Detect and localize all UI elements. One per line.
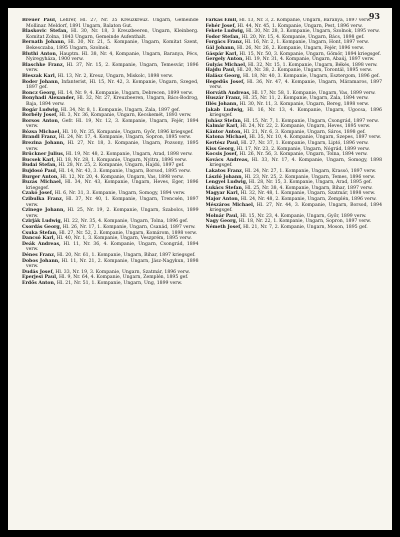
entry-text: Hl. 21, Nr. 7, 2. Kompanie, Ungarn, Moson, 1895 gef.	[243, 224, 368, 230]
list-item	[206, 225, 383, 231]
entry-text: Hl. 34, Nr. 43, Kompanie, Ungarn, Heves, Eger, 1896 kriegsgef.	[26, 180, 199, 191]
entry-name: Huszár Franz,	[205, 96, 242, 102]
entry-name: Erdős Anton,	[22, 280, 56, 286]
entry-text: Hl. 36, Nr. 47, 4. Kompanie, Ungarn, Máramaros, 1897 verw.	[209, 79, 382, 91]
entry-text: Hl. 30, Nr. 18, 3 Kreuzbeeren, Ungarn, Kleinberg. Komitat Zolna, 1843 Ungarn, Gemeinde Aufenthalt.	[26, 29, 199, 40]
entry-text: Hl. 20, Nr. 61, 1. Kompanie, Ungarn, Bihar, 1897 kriegsgef.	[56, 252, 196, 258]
entry-name: Bogár Ludwig,	[22, 107, 60, 113]
entry-text: Gefr. Hl. 19, Nr. 12, 3. Kompanie, Ungarn, Fejér, 1894 verw.	[26, 118, 199, 130]
entry-name: Gáspár Karl,	[205, 51, 238, 57]
entry-name: Bluthi Anton,	[22, 51, 58, 57]
entry-text: Hl. 17, Nr. 23, 2. Kompanie, Ungarn, Nógrád, 1899 verw.	[236, 146, 370, 152]
entry-name: Borbély Josef,	[22, 113, 58, 119]
entry-text: Hl. 32, Nr. 48, 1. Kompanie, Ungarn, Szatmár, 1898 verw.	[240, 191, 376, 197]
entry-text: Hl. 10, Nr. 35, Kompanie, Ungarn, Győr, 1896 kriegsgef.	[62, 129, 194, 135]
entry-name: Farkas Emil,	[205, 18, 238, 23]
entry-name: Budai Stefan,	[22, 163, 58, 169]
entry-text: Hl. 28, Nr. 15, 3. Kompanie, Ungarn, Arad, 1895 gef.	[248, 180, 372, 186]
entry-text: Hl. 40, Nr. 1, 3. Kompanie, Ungarn, Veszprém, 1895 verw.	[56, 236, 192, 242]
list-item	[22, 180, 199, 191]
entry-name: Molnár Paul,	[205, 213, 239, 219]
entry-name: Hajdu Paul,	[205, 68, 236, 74]
entry-text: Hl. 26, Nr. 26, 2. Kompanie, Ungarn, Fejér, 1896 verw.	[237, 45, 365, 51]
entry-text: Hl. 25, Nr. 19, 2. Kompanie, Ungarn, Szabolcs, 1899 verw.	[26, 208, 199, 219]
entry-name: Hegedűs Josef,	[205, 79, 245, 85]
list-item	[206, 108, 383, 119]
entry-name: Borsos Anton,	[22, 118, 60, 124]
entry-name: Dénes Franz,	[22, 252, 56, 258]
entry-text: Hl. 11, Nr. 36, 4. Kompanie, Ungarn, Csongrád, 1894 verw.	[26, 241, 199, 253]
entry-name: Jakab Ludwig,	[205, 107, 244, 113]
entry-text: Hl. 15, Nr. 23, 4. Kompanie, Ungarn, Győr, 1899 verw.	[240, 213, 367, 219]
entry-name: Dancsó Karl,	[22, 236, 56, 242]
list-item	[22, 29, 199, 40]
list-item	[22, 52, 199, 63]
list-item	[206, 80, 383, 91]
entry-text: Hl. 30, Nr. 11, 3. Kompanie, Ungarn, Bereg, 1898 verw.	[239, 101, 370, 107]
entry-name: Csordás Georg,	[22, 224, 62, 230]
entry-text: Hl. 24, Nr. 27, 1. Kompanie, Ungarn, Krassó, 1897 verw.	[244, 169, 377, 175]
entry-text: Hl. 13, Nr. 3, 2. Kompanie, Ungarn, Baranya, 1897 verw.	[239, 18, 372, 23]
entry-name: Illés Johann,	[205, 101, 239, 107]
entry-text: Hl. 30, Nr. 21, 5. Kompanie, Ungarn, Komitat Szent, Bekesczaba, 1895 Ungarn, Szolnok.	[26, 40, 199, 51]
entry-name: Kertész Paul,	[205, 141, 240, 147]
entry-name: László Johann,	[205, 174, 244, 180]
entry-text: Hl. 16, Nr. 13, 4. Kompanie, Ungarn, Ugocsa, 1896 kriegsgef.	[209, 107, 382, 119]
entry-text: Hl. 27, Nr. 18, 3. Kompanie, Ungarn, Pozsony, 1895 verw.	[26, 141, 199, 152]
entry-name: Dobos Johann,	[22, 258, 60, 264]
entry-name: Fekete Ludwig,	[205, 29, 245, 35]
entry-text: Hl. 24, Nr. 22, 2. Kompanie, Ungarn, Heves, 1895 verw.	[240, 124, 371, 130]
entry-text: Hl. 32, Nr. 15, 1. Kompanie, Ungarn, Békés, 1898 verw.	[248, 62, 378, 68]
entry-name: Kalmár Karl,	[205, 124, 239, 130]
entry-text: Hl. 24, Nr. 48, 2. Kompanie, Ungarn, Zemplén, 1896 verw.	[240, 197, 377, 202]
entry-name: Nagy Georg,	[205, 219, 238, 225]
entry-text: Hl. 35, Nr. 11, 2. Kompanie, Ungarn, Zala, 1894 verw.	[242, 96, 369, 102]
entry-name: Deák Andreas,	[22, 241, 61, 247]
list-item	[22, 119, 199, 130]
entry-text: Hl. 37, Nr. 40, 1. Kompanie, Ungarn, Trencsén, 1897 verw.	[26, 197, 199, 208]
entry-text: Infanterist, Hl. 15, Nr. 42, 3. Kompanie, Ungarn, Szeged, 1897 gef.	[26, 79, 199, 91]
list-item	[22, 141, 199, 152]
entry-text: Hl. 11, Nr. 21, 2. Kompanie, Ungarn, Jász-Nagykun, 1898 verw.	[26, 258, 199, 270]
entry-text: Hl. 44, Nr. 45, 1. Kompanie, Ungarn, Pest, 1896 verw.	[237, 23, 363, 29]
entry-text: Hl. 19, Nr. 31, 4. Kompanie, Ungarn, Abaúj, 1897 verw.	[245, 57, 375, 63]
entry-name: Bonyhadi Alexander,	[22, 96, 76, 102]
entry-name: Boncz Georg,	[22, 90, 57, 96]
entry-text: Hl. 9, Nr. 64, 4. Kompanie, Ungarn, Zemplén, 1895 gef.	[59, 275, 189, 281]
entry-text: Hl. 20, Nr. 15, 4. Kompanie, Ungarn, Bács, 1898 gef.	[241, 34, 365, 40]
entry-name: Mészáros Michael,	[205, 202, 255, 208]
entry-text: Hl. 16, Nr. 2, 1. Kompanie, Ungarn, Hont, 1897 verw.	[244, 40, 370, 46]
entry-text: Hl. 35, Nr. 10, 4. Kompanie, Ungarn, Szepes, 1897 verw.	[249, 135, 382, 141]
entry-name: Lengyel Ludwig,	[205, 180, 248, 186]
entry-text: Hl. 24, Nr. 17, 4. Kompanie, Ungarn, Sopron, 1895 verw.	[58, 135, 192, 141]
entry-text: Hl. 27, Nr. 37, 1. Kompanie, Ungarn, Liptó, 1896 verw.	[241, 141, 369, 147]
entry-name: Bucsek Karl,	[22, 157, 56, 163]
entry-text: Hl. 22, Nr. 35, 4. Kompanie, Ungarn, Tolna, 1896 gef.	[63, 219, 189, 225]
entry-text: Lehrer, Hl. 27, Nr. 35 Kreuzkreuz. Ungarn, Gemeinde Mollinar. Meldorf, 1891 Ungarn, Balaton Gut.	[26, 18, 199, 29]
page-number: 93	[368, 11, 380, 21]
entry-name: Kovács Andreas,	[205, 157, 250, 163]
list-item	[22, 281, 199, 287]
entry-text: Hl. 28, Nr. 25, 2. Kompanie, Ungarn, Hajdú, 1897 gef.	[58, 163, 185, 169]
entry-name: Kántor Anton,	[205, 129, 243, 135]
list-item	[22, 40, 199, 51]
list-item	[22, 80, 199, 91]
entry-text: Hl. 14, Nr. 9, 4. Kompanie, Ungarn, Debrecen, 1899 verw.	[57, 90, 194, 96]
entry-name: Czirják Ludwig,	[22, 219, 63, 225]
entry-text: Hl. 17, Nr. 58, 1. Kompanie, Ungarn, Vas, 1899 verw.	[252, 90, 376, 96]
entry-text: Hl. 26, Nr. 17, 1. Kompanie, Ungarn, Csanád, 1897 verw.	[62, 224, 196, 230]
entry-name: Czinege Johann,	[22, 208, 65, 214]
entry-name: Bózsa Michael,	[22, 129, 61, 135]
entry-text: Hl. 27, Nr. 44, 3. Kompanie, Ungarn, Borsod, 1894 kriegsgef.	[209, 202, 382, 214]
entry-text: Hl. 20, Nr. 38, 2. Kompanie, Ungarn, Torontál, 1895 verw.	[237, 68, 373, 74]
entry-text: Hl. 33, Nr. 17, 4. Kompanie, Ungarn, Somogy, 1898 kriegsgef.	[209, 157, 382, 169]
entry-name: Boder Johann,	[22, 79, 60, 85]
entry-text: Hl. 34, Nr. 8, 1. Kompanie, Ungarn, Zala, 1897 gef.	[60, 107, 181, 113]
entry-name: Blaskovic Stefan,	[22, 29, 69, 35]
entry-name: Brezina Johann,	[22, 141, 65, 147]
entry-name: Czakó Josef,	[22, 191, 54, 197]
entry-text: Hauptm. Hl. 38, Nr. 4, Kompanie, Ungarn, Baranya, Pécs, Nyiregyháza, 1900 verw.	[26, 51, 199, 63]
entry-text: Hl. 26, Nr. 56, 3. Kompanie, Ungarn, Tolna, 1894 verw.	[239, 152, 368, 158]
entry-name: Fodor Stefan,	[205, 34, 241, 40]
entry-text: Hl. 15, Nr. 50, 3. Kompanie, Ungarn, Gömör, 1894 kriegsgef.	[239, 51, 382, 57]
entry-name: Horváth Andreas,	[205, 90, 251, 96]
entry-text: Hl. 18, Nr. 22, 1. Kompanie, Ungarn, Sopron, 1897 verw.	[238, 219, 372, 225]
entry-text: Hl. 32, Nr. 27, Kreuzbeeren, Ungarn, Bács-Bodrog, Baja, 1894 verw.	[26, 96, 199, 107]
entry-name: Dudás Josef,	[22, 269, 54, 275]
entry-name: Magyar Karl,	[205, 191, 240, 197]
entry-text: Hl. 37, Nr. 15, 2. Kompanie, Ungarn, Temesvár, 1896 verw.	[26, 62, 199, 74]
entry-name: Halász Georg,	[205, 73, 242, 79]
list-item	[22, 259, 199, 270]
list-item	[22, 208, 199, 219]
entry-text: Hl. 12, Nr. 20, 4. Kompanie, Ungarn, Vas, 1898 verw.	[60, 174, 184, 180]
text-columns	[22, 18, 382, 526]
entry-text: Hl. 18, Nr. 28, 1. Kompanie, Ungarn, Nyitra, 1896 verw.	[56, 157, 187, 163]
list-item	[22, 96, 199, 107]
list-item	[206, 158, 383, 169]
entry-text: Hl. 14, Nr. 43, 3. Kompanie, Ungarn, Borsod, 1895 verw.	[58, 169, 191, 175]
entry-name: Breuer Paul,	[22, 18, 57, 23]
entry-name: Németh Josef,	[205, 224, 242, 230]
list-item	[22, 63, 199, 74]
entry-text: Hl. 33, Nr. 19, 3. Kompanie, Ungarn, Szatmár, 1896 verw.	[55, 269, 190, 275]
entry-name: Brandl Franz,	[22, 135, 58, 141]
entry-name: Major Anton,	[205, 197, 240, 202]
entry-text: Hl. 6, Nr. 31, 3. Kompanie, Ungarn, Somogy, 1894 verw.	[54, 191, 186, 197]
entry-text: Hl. 3, Nr. 36, Kompanie, Ungarn, Kecskemét, 1893 verw.	[59, 113, 192, 119]
entry-name: Fehér Josef,	[205, 23, 236, 29]
entry-name: Lakatos Franz,	[205, 169, 244, 175]
entry-text: Hl. 25, Nr. 38, 4. Kompanie, Ungarn, Bihar, 1897 verw.	[244, 185, 373, 191]
entry-text: Hl. 13, Nr. 2, Kreuz, Ungarn, Miskolc, 1898 verw.	[57, 73, 174, 79]
entry-name: Bleszak Karl,	[22, 73, 57, 79]
document-page	[8, 8, 392, 530]
entry-name: Bernath Johann,	[22, 40, 66, 46]
entry-text: Hl. 21, Nr. 51, 1. Kompanie, Ungarn, Ung, 1899 verw.	[56, 280, 183, 286]
entry-name: Lukács Stefan,	[205, 185, 244, 191]
right-column	[206, 18, 383, 526]
entry-text: Hl. 21, Nr. 6, 3. Kompanie, Ungarn, Sáros, 1898 gef.	[243, 129, 366, 135]
entry-text: Hl. 15, Nr. 7, 1. Kompanie, Ungarn, Csongrád, 1897 verw.	[243, 118, 379, 124]
entry-text: Hl. 18, Nr. 40, 3. Kompanie, Ungarn, Esztergom, 1896 gef.	[242, 73, 380, 79]
entry-name: Czibulka Franz,	[22, 197, 64, 202]
entry-text: Hl. 30, Nr. 28, 3. Kompanie, Ungarn, Szolnok, 1895 verw.	[245, 29, 380, 35]
list-item	[206, 203, 383, 214]
entry-name: Kiss Georg,	[205, 146, 236, 152]
entry-name: Blaschke Franz,	[22, 62, 65, 68]
entry-name: Burger Anton,	[22, 174, 59, 180]
entry-name: Bujdosó Paul,	[22, 169, 58, 175]
left-column	[22, 18, 199, 526]
list-item	[22, 242, 199, 253]
entry-text: Hl. 27, Nr. 52, 2. Kompanie, Ungarn, Komárom, 1898 verw.	[59, 230, 198, 236]
entry-name: Gál Johann,	[205, 45, 236, 51]
entry-name: Buzás Michael,	[22, 180, 63, 186]
entry-text: Hl. 23, Nr. 25, 2. Kompanie, Ungarn, Temes, 1896 verw.	[244, 174, 376, 180]
entry-name: Eperjesi Paul,	[22, 275, 58, 281]
entry-name: Brückner Julius,	[22, 152, 65, 158]
entry-name: Gergely Anton,	[205, 57, 244, 63]
entry-name: Gulyás Michael,	[205, 62, 247, 68]
list-item	[22, 18, 199, 29]
entry-name: Csuka Stefan,	[22, 230, 58, 236]
list-item	[22, 197, 199, 208]
entry-name: Kocsis Josef,	[205, 152, 238, 158]
entry-text: Hl. 19, Nr. 48, 2. Kompanie, Ungarn, Arad, 1898 verw.	[65, 152, 193, 158]
entry-name: Katona Michael,	[205, 135, 248, 141]
entry-name: Juhász Stefan,	[205, 118, 243, 124]
entry-name: Forgács Franz,	[205, 40, 244, 46]
